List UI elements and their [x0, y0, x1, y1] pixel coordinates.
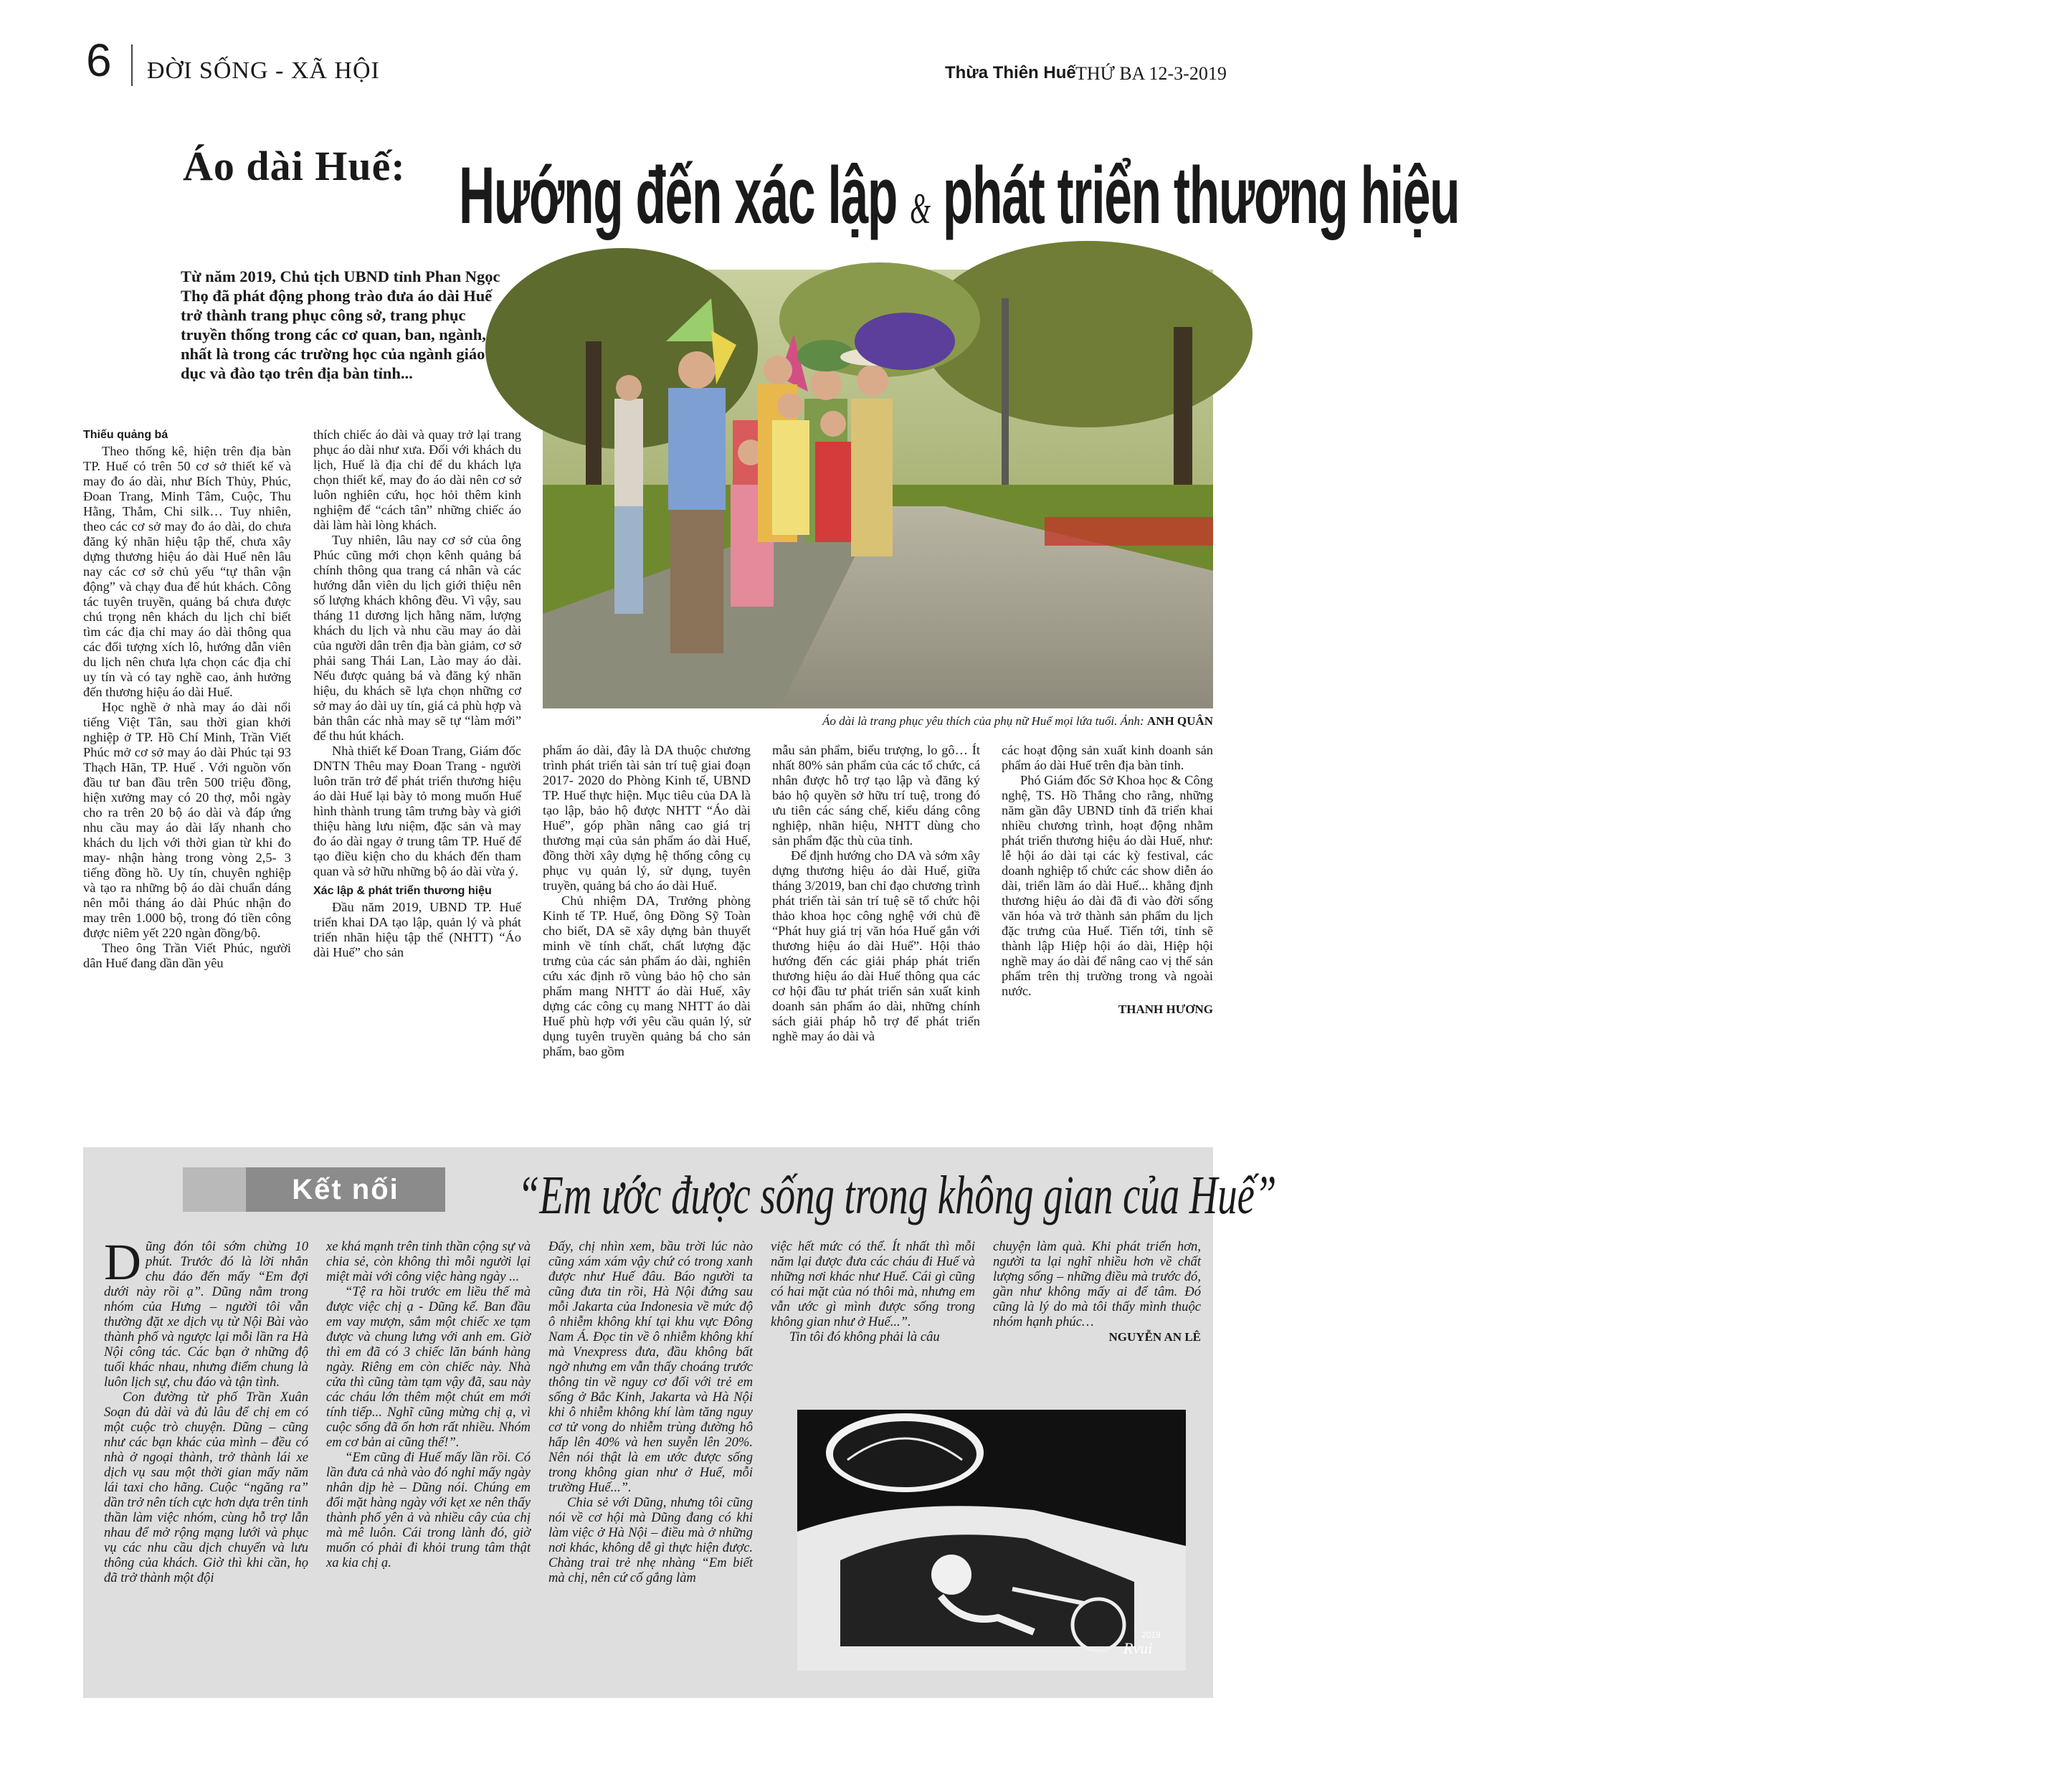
page-number: 6	[86, 34, 112, 86]
illustration-year: 2019	[1141, 1630, 1161, 1640]
headline-prefix: Áo dài Huế:	[183, 143, 406, 189]
paragraph: Tuy nhiên, lâu nay cơ sở của ông Phúc cũng mới chọn kênh quảng bá chính thông qua trang cá nhân và các hướng dẫn viên du lịch giới thiệu nên số lượng khách không đều. Vì vậy, sau tháng 11 dương lịch hằng năm, lượng khách du lịch và nhu cầu may áo dài của người dân trên địa bàn giảm, cơ sở phải sang Thái Lan, Lào may áo dài. Nếu được quảng bá và đăng ký nhãn hiệu, du khách sẽ lựa chọn những cơ sở may áo dài uy tín, giá cả phù hợp và bản thân các nhà may sẽ tự “làm mới” để thu hút khách.	[313, 533, 521, 743]
paragraph: chuyện làm quà. Khi phát triển hơn, người ta lại nghĩ nhiều hơn về chất lượng sống – những điều mà trước đó, gần như không mấy ai để tâm. Đó cũng là lý do mà tôi thấy mình thuộc nhóm hạnh phúc…	[993, 1239, 1201, 1329]
article-column-4	[772, 743, 980, 1044]
paragraph: Học nghề ở nhà may áo dài nổi tiếng Việt Tân, sau thời gian khởi nghiệp ở TP. Hồ Chí Minh, Trần Viết Phúc mở cơ sở may áo dài Phúc tại 93 Thạch Hãn, TP. Huế . Với nguồn vốn đầu tư ban đầu trên 500 triệu đồng, hiện xưởng may có 20 thợ, mỗi ngày cho ra trên 20 bộ áo dài và đáp ứng nhu cầu may áo dài lấy nhanh cho khách du lịch với thời gian từ khi đo may- nhận hàng trong vòng 2,5- 3 tiếng đồng hồ. Uy tín, chuyên nghiệp và tạo ra những bộ áo dài chuẩn dáng nên mỗi tháng áo dài Phúc nhận đo may trên 1.000 bộ, trong đó tiền công được niêm yết 220 ngàn đồng/bộ.	[83, 700, 291, 940]
section-name: ĐỜI SỐNG - XÃ HỘI	[147, 57, 380, 84]
paragraph: thích chiếc áo dài và quay trở lại trang phục áo dài như xưa. Đối với khách du lịch, Huế là địa chỉ để du khách lựa chọn thiết kế, may đo áo dài nên cơ sở luôn nghiên cứu, học hỏi thêm kinh nghiệm để “cách tân” những chiếc áo dài làm hài lòng khách.	[313, 427, 521, 532]
paragraph: Đấy, chị nhìn xem, bầu trời lúc nào cũng xám xám vậy chứ có trong xanh được như Huế đâu. Báo người ta cũng đưa tin rồi, Hà Nội đứng sau mỗi Jakarta của Indonesia về mức độ ô nhiễm không khí tại khu vực Đông Nam Á. Đọc tin về ô nhiễm không khí mà Vnexpress đưa, đầu không bất ngờ nhưng em vẫn thấy choáng trước thông tin về nguy cơ đối với trẻ em sống ở Bắc Kinh, Jakarta và Hà Nội khi ô nhiễm không khí làm tăng nguy cơ tử vong do nhiễm trùng đường hô hấp lên 40% và hen suyễn lên 20%. Nên nói thật là em ước được sống trong không gian như ở Huế, mỗi trường Huế...”.	[548, 1239, 753, 1495]
paragraph: ũng đón tôi sớm chừng 10 phút. Trước đó là lời nhắn chu đáo đến mấy “Em đợi dưới này rồi ạ”. Dũng nằm trong nhóm của Hưng – người tôi vẫn thường đặt xe dịch vụ từ Nội Bài vào thành phố và ngược lại mỗi lần ra Hà Nội công tác. Các bạn ở những độ tuổi khác nhau, nhưng điểm chung là luôn lịch sự, chu đáo và tận tình.	[104, 1239, 308, 1390]
subhead-2: Xác lập & phát triển thương hiệu	[313, 885, 492, 897]
headline-part-2: phát triển thương hiệu	[942, 151, 1460, 240]
drop-cap: D	[104, 1233, 141, 1291]
subhead-1: Thiếu quảng bá	[83, 429, 168, 441]
ketnoi-author-byline: NGUYỄN AN LÊ	[1108, 1330, 1201, 1344]
photo-caption	[543, 714, 1213, 729]
author-byline: THANH HƯƠNG	[1118, 1002, 1213, 1016]
ketnoi-title-text: “Em ước được sống trong không gian của Huế”	[518, 1165, 1277, 1225]
headline	[459, 142, 1460, 250]
paragraph: Tin tôi đó không phải là câu	[789, 1329, 940, 1344]
lead-paragraph: Từ năm 2019, Chủ tịch UBND tỉnh Phan Ngọc Thọ đã phát động phong trào đưa áo dài Huế trở thành trang phục công sở, trang phục truyền thống trong các cơ quan, ban, ngành, nhất là trong các trường học của ngành giáo dục và đào tạo trên địa bàn tỉnh...	[181, 267, 500, 382]
paragraph: “Em cũng đi Huế mấy lần rồi. Có lần đưa cả nhà vào đó nghỉ mấy ngày nhân dịp hè – Dũng nói. Chúng em đổi mặt hàng ngày với kẹt xe nên thấy thành phố yên ả và nhiều cây của chị mà mê luôn. Cái trong lành đó, giờ muốn có phải đi khỏi trung tâm thật xa kia chị ạ.	[326, 1450, 531, 1570]
ketnoi-column-2	[326, 1239, 531, 1570]
article-column-5	[1002, 743, 1213, 1017]
paragraph: Con đường từ phố Trần Xuân Soạn đủ dài và đủ lâu để chị em có một cuộc trò chuyện. Dũng – cũng như các bạn khác của mình – đều có nhà ở ngoại thành, trở thành lái xe dịch vụ sau một thời gian mấy năm lái taxi cho hãng. Cuộc “ngăng ra” dần trở nên tích cực hơn dựa trên tinh thần làm việc nhóm, cùng hỗ trợ lẫn nhau để mở rộng mạng lưới và phục vụ các nhu cầu dịch chuyển và lưu thông của khách. Giờ thì khi cần, họ đã trở thành một đội	[104, 1390, 308, 1585]
issue-date: THỨ BA 12-3-2019	[1075, 63, 1227, 84]
article-column-2	[313, 427, 521, 960]
headline-ampersand: &	[910, 185, 930, 232]
ketnoi-column-4	[771, 1239, 975, 1344]
paragraph: việc hết mức có thể. Ít nhất thì mỗi năm lại được đưa các cháu đi Huế và những nơi khác như Huế. Cái gì cũng có hai mặt của nó thôi mà, nhưng em vẫn ước gì mình được sống trong không gian như ở Huế...”.	[771, 1239, 975, 1329]
paragraph: mẫu sản phẩm, biểu trượng, lo gô… Ít nhất 80% sản phẩm của các tổ chức, cá nhân được hỗ trợ tạo lập và đăng ký bảo hộ quyền sở hữu trí tuệ, trong đó ưu tiên các sáng chế, kiểu dáng công nghiệp, nhãn hiệu, NHTT dùng cho sản phẩm đặc thù của tỉnh.	[772, 743, 980, 848]
photo-credit: ANH QUÂN	[1146, 714, 1213, 728]
paragraph: “Tệ ra hồi trước em liều thế mà được việc chị ạ - Dũng kể. Ban đầu em vay mượn, sắm một chiếc xe tạm được và chung lưng với anh em. Giờ thì em đã có 3 chiếc lăn bánh hàng ngày. Riêng em còn chiếc này. Nhà cửa thì cũng tàm tạm vậy đã, sau này các cháu lớn thêm một chút em mới tính tiếp... Nghĩ cũng mừng chị ạ, vì cuộc sống đã ổn hơn rất nhiều. Nhóm em cơ bản ai cũng thế!”.	[326, 1284, 531, 1450]
header-divider	[131, 44, 133, 86]
ketnoi-column-1	[104, 1233, 308, 1585]
article-column-3	[543, 743, 751, 1059]
ketnoi-column-5	[993, 1239, 1201, 1344]
paragraph: Chủ nhiệm DA, Trưởng phòng Kinh tế TP. Huế, ông Đồng Sỹ Toàn cho biết, DA sẽ xây dựng bản thuyết minh về tính chất, chất lượng đặc trưng của các sản phẩm áo dài, nghiên cứu xác định rõ vùng bảo hộ cho sản phẩm mang NHTT áo dài Huế, xây dựng các công cụ mang NHTT áo dài Huế phù hợp với yêu cầu quản lý, sử dụng tuyên truyền quảng bá cho sản phẩm, bao gồm	[543, 893, 751, 1058]
photo-caption-text: Áo dài là trang phục yêu thích của phụ nữ Huế mọi lứa tuổi. Ảnh:	[822, 714, 1144, 728]
ketnoi-column-3	[548, 1239, 753, 1585]
headline-part-1: Hướng đến xác lập	[459, 151, 898, 240]
newspaper-name: Thừa Thiên Huế	[945, 63, 1076, 82]
paragraph: Theo thống kê, hiện trên địa bàn TP. Huế có trên 50 cơ sở thiết kế và may đo áo dài, như Bích Thủy, Phúc, Đoan Trang, Minh Tâm, Cuộc, Thu Hằng, Thắm, Chi silk… Tuy nhiên, theo các cơ sở may đo áo dài, do chưa đăng ký nhãn hiệu tập thể, chưa xây dựng thương hiệu áo dài Huế nên lâu nay các cơ sở chủ yếu “tự thân vận động” và chạy đua để hút khách. Công tác tuyên truyền, quảng bá chưa được chú trọng nên khách du lịch chỉ biết tìm các địa chỉ may áo dài thông qua các đối tượng xích lô, hướng dẫn viên du lịch nên chưa lựa chọn các địa chỉ uy tín và có tay nghề cao, ảnh hưởng đến thương hiệu áo dài Huế.	[83, 444, 291, 699]
paragraph: Theo ông Trần Viết Phúc, người dân Huế đang dần dần yêu	[83, 941, 291, 970]
paragraph: Chia sẻ với Dũng, nhưng tôi cũng nói về cơ hội mà Dũng đang có khi làm việc ở Hà Nội – điều mà ở những nơi khác, không dễ gì thực hiện được. Chàng trai trẻ nhẹ nhàng “Em biết mà chị, nên cứ cố gắng làm	[548, 1495, 753, 1585]
ketnoi-title	[518, 1156, 1277, 1235]
ketnoi-label: Kết nối	[246, 1167, 445, 1212]
illustration-signature: Rvui	[1123, 1639, 1153, 1657]
article-column-1	[83, 427, 291, 971]
paragraph: xe khá mạnh trên tinh thần cộng sự và chia sẻ, còn không thì mỗi người lại miệt mài với công việc hàng ngày ...	[326, 1239, 531, 1284]
ketnoi-illustration	[797, 1410, 1186, 1671]
paragraph: Đầu năm 2019, UBND TP. Huế triển khai DA tạo lập, quản lý và phát triển nhãn hiệu tập thể (NHTT) “Áo dài Huế” cho sản	[313, 900, 521, 959]
paragraph: Để định hướng cho DA và sớm xây dựng thương hiệu áo dài Huế, giữa tháng 3/2019, ban chỉ đạo chương trình phát triển tài sản trí tuệ sẽ tổ chức hội thảo khoa học công nghệ với chủ đề “Phát huy giá trị văn hóa Huế gắn với thương hiệu áo dài Huế”. Hội thảo hướng đến các giải pháp phát triển thương hiệu áo dài Huế thông qua các cơ hội đầu tư phát triển sản xuất kinh doanh sản phẩm áo dài, những chính sách giải pháp hỗ trợ để phát triển nghề may áo dài và	[772, 848, 980, 1043]
article-photo	[543, 270, 1213, 708]
paragraph: phẩm áo dài, đây là DA thuộc chương trình phát triển tài sản trí tuệ giai đoạn 2017- 2020 do Phòng Kinh tế, UBND TP. Huế thực hiện. Mục tiêu của DA là tạo lập, bảo hộ được NHTT “Áo dài Huế”, góp phần nâng cao giá trị thương mại của sản phẩm áo dài Huế, đồng thời xây dựng hệ thống công cụ phục vụ quản lý, sử dụng, tuyên truyền, quảng bá cho áo dài Huế.	[543, 743, 751, 893]
paragraph: các hoạt động sản xuất kinh doanh sản phẩm áo dài Huế trên địa bàn tỉnh.	[1002, 743, 1213, 772]
paragraph: Nhà thiết kế Đoan Trang, Giám đốc DNTN Thêu may Đoan Trang - người luôn trăn trở để phát triển thương hiệu áo dài Huế lại bày tỏ mong muốn Huế hình thành trung tâm trưng bày và giới thiệu hàng lưu niệm, đặc sản và may đo áo dài ngay ở trung tâm TP. Huế để tạo điều kiện cho du khách đến tham quan và sở hữu những bộ áo dài vừa ý.	[313, 744, 521, 878]
paragraph: Phó Giám đốc Sở Khoa học & Công nghệ, TS. Hồ Thắng cho rằng, những năm gần đây UBND tỉnh đã triển khai nhiều chương trình, hoạt động nhằm phát triển thương hiệu áo dài Huế, như: lễ hội áo dài tại các kỳ festival, các doanh nghiệp tổ chức các show diễn áo dài, triển lãm áo dài Huế... khẳng định thương hiệu áo dài đã đi vào đời sống văn hóa và trở thành sản phẩm du lịch đặc trưng của Huế. Tiến tới, tỉnh sẽ thành lập Hiệp hội áo dài, Hiệp hội nghề may áo dài để nâng cao vị thế sản phẩm trên thị trường trong và ngoài nước.	[1002, 773, 1213, 998]
